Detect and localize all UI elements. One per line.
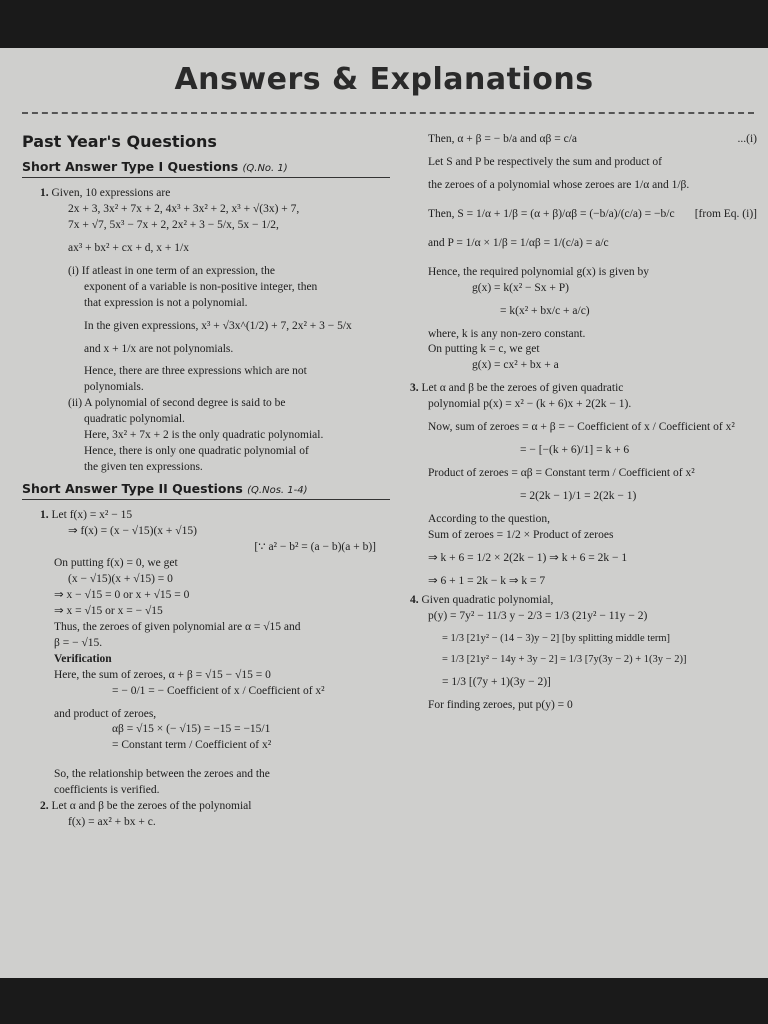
- question-number: 2.: [40, 800, 49, 813]
- text-line: f(x) = ax² + bx + c.: [68, 816, 156, 829]
- text-line: coefficients is verified.: [54, 784, 160, 797]
- question-number: 4.: [410, 593, 419, 606]
- text-line: Let S and P be respectively the sum and product of: [428, 155, 662, 168]
- heading-tag: (Q.Nos. 1-4): [247, 485, 308, 497]
- question-number: 1.: [40, 509, 49, 522]
- text-line: Hence, there are three expressions which are not: [84, 365, 307, 378]
- text-line: On putting f(x) = 0, we get: [54, 557, 178, 570]
- text-line: Let α and β be the zeroes of the polynomial: [51, 800, 252, 813]
- text-line: = Constant term / Coefficient of x²: [112, 739, 272, 752]
- heading-text: Short Answer Type II Questions: [22, 481, 243, 497]
- text-line: Thus, the zeroes of given polynomial are α = √15 and: [54, 620, 301, 633]
- text-line: = 2(2k − 1)/1 = 2(2k − 1): [520, 490, 637, 502]
- text-line: = k(x² + bx/c + a/c): [500, 304, 590, 317]
- text-line: Here, 3x² + 7x + 2 is the only quadratic polynomial.: [84, 429, 324, 442]
- text-line: In the given expressions, x³ + √3x^(1/2) + 7, 2x² + 3 − 5/x: [84, 319, 352, 332]
- text-line: Now, sum of zeroes = α + β = − Coefficient of x / Coefficient of x²: [428, 421, 735, 434]
- text-line: On putting k = c, we get: [428, 343, 540, 356]
- page-title: Answers & Explanations: [174, 62, 594, 97]
- text-line: ⇒ x − √15 = 0 or x + √15 = 0: [54, 588, 190, 601]
- text-line: αβ = √15 × (− √15) = −15 = −15/1: [112, 723, 271, 736]
- text-line: = 1/3 [(7y + 1)(3y − 2)]: [442, 675, 551, 688]
- text-line: = 1/3 [21y² − (14 − 3)y − 2] [by splitting middle term]: [442, 632, 671, 644]
- section-title: Past Year's Questions: [22, 132, 217, 151]
- question-1: [22, 186, 390, 475]
- text-line: (i) If atleast in one term of an expression, the: [68, 264, 275, 277]
- question-number: 3.: [410, 382, 419, 395]
- text-line: 7x + √7, 5x³ − 7x + 2, 2x² + 3 − 5/x, 5x − 1/2,: [68, 218, 279, 231]
- document-page: [0, 48, 768, 978]
- question-2-2: [22, 799, 390, 830]
- text-line: Hence, the required polynomial g(x) is given by: [428, 265, 649, 278]
- text-line: that expression is not a polynomial.: [84, 296, 248, 309]
- right-column: [410, 128, 765, 714]
- heading-text: Short Answer Type I Questions: [22, 158, 239, 174]
- question-4: [410, 593, 765, 713]
- text-line: β = − √15.: [54, 636, 103, 649]
- text-line: So, the relationship between the zeroes and the: [54, 768, 270, 781]
- title-divider: [22, 112, 754, 114]
- text-line: where, k is any non-zero constant.: [428, 327, 586, 340]
- text-line: Then, S = 1/α + 1/β = (α + β)/αβ = (−b/a)/(c/a) = −b/c: [428, 207, 675, 220]
- text-line: ⇒ f(x) = (x − √15)(x + √15): [68, 525, 197, 538]
- text-line: 2x + 3, 3x² + 7x + 2, 4x³ + 3x² + 2, x³ + √(3x) + 7,: [68, 202, 300, 215]
- text-line: [∵ a² − b² = (a − b)(a + b)]: [254, 541, 376, 554]
- text-line: Hence, there is only one quadratic polynomial of: [84, 445, 309, 458]
- short-answer-1-heading: [22, 159, 390, 178]
- text-line: Verification: [54, 652, 112, 665]
- text-line: Sum of zeroes = 1/2 × Product of zeroes: [428, 528, 614, 541]
- text-line: Then, α + β = − b/a and αβ = c/a: [428, 133, 578, 145]
- text-line: ⇒ k + 6 = 1/2 × 2(2k − 1) ⇒ k + 6 = 2k − 1: [428, 551, 628, 564]
- text-line: According to the question,: [428, 512, 551, 525]
- text-line: ⇒ 6 + 1 = 2k − k ⇒ k = 7: [428, 574, 546, 587]
- text-line: p(y) = 7y² − 11/3 y − 2/3 = 1/3 (21y² − 11y − 2): [428, 609, 648, 622]
- question-2-2-continued: [410, 132, 765, 373]
- text-line: g(x) = k(x² − Sx + P): [472, 281, 570, 294]
- text-line: For finding zeroes, put p(y) = 0: [428, 698, 573, 711]
- text-line: ⇒ x = √15 or x = − √15: [54, 604, 163, 617]
- text-line: the zeroes of a polynomial whose zeroes are 1/α and 1/β.: [428, 178, 690, 191]
- text-line: Product of zeroes = αβ = Constant term / Coefficient of x²: [428, 467, 695, 480]
- text-line: Let f(x) = x² − 15: [51, 509, 133, 522]
- text-line: and P = 1/α × 1/β = 1/αβ = 1/(c/a) = a/c: [428, 236, 609, 249]
- text-line: = − [−(k + 6)/1] = k + 6: [520, 444, 630, 457]
- equation-ref: ...(i): [737, 133, 757, 145]
- text-line: Given, 10 expressions are: [51, 187, 171, 200]
- text-line: ax³ + bx² + cx + d, x + 1/x: [68, 241, 189, 254]
- short-answer-2-heading: [22, 481, 390, 500]
- question-3: [410, 381, 765, 588]
- text-line: the given ten expressions.: [84, 461, 203, 474]
- question-2-1: [22, 508, 390, 798]
- text-line: (ii) A polynomial of second degree is said to be: [68, 397, 286, 410]
- equation-ref: [from Eq. (i)]: [694, 207, 757, 220]
- text-line: Let α and β be the zeroes of given quadratic: [421, 382, 624, 395]
- text-line: Given quadratic polynomial,: [421, 593, 554, 606]
- question-number: 1.: [40, 187, 49, 200]
- text-line: exponent of a variable is non-positive integer, then: [84, 280, 318, 293]
- text-line: = − 0/1 = − Coefficient of x / Coefficient of x²: [112, 684, 325, 697]
- heading-tag: (Q.No. 1): [242, 162, 288, 174]
- text-line: and x + 1/x are not polynomials.: [84, 342, 234, 355]
- text-line: (x − √15)(x + √15) = 0: [68, 573, 173, 586]
- text-line: and product of zeroes,: [54, 707, 157, 720]
- left-column: [22, 128, 390, 831]
- text-line: quadratic polynomial.: [84, 413, 185, 426]
- text-line: Here, the sum of zeroes, α + β = √15 − √15 = 0: [54, 668, 271, 681]
- text-line: polynomial p(x) = x² − (k + 6)x + 2(2k − 1).: [428, 398, 632, 411]
- text-line: g(x) = cx² + bx + a: [472, 359, 559, 372]
- text-line: = 1/3 [21y² − 14y + 3y − 2] = 1/3 [7y(3y − 2) + 1(3y − 2)]: [442, 654, 687, 666]
- text-line: polynomials.: [84, 381, 144, 394]
